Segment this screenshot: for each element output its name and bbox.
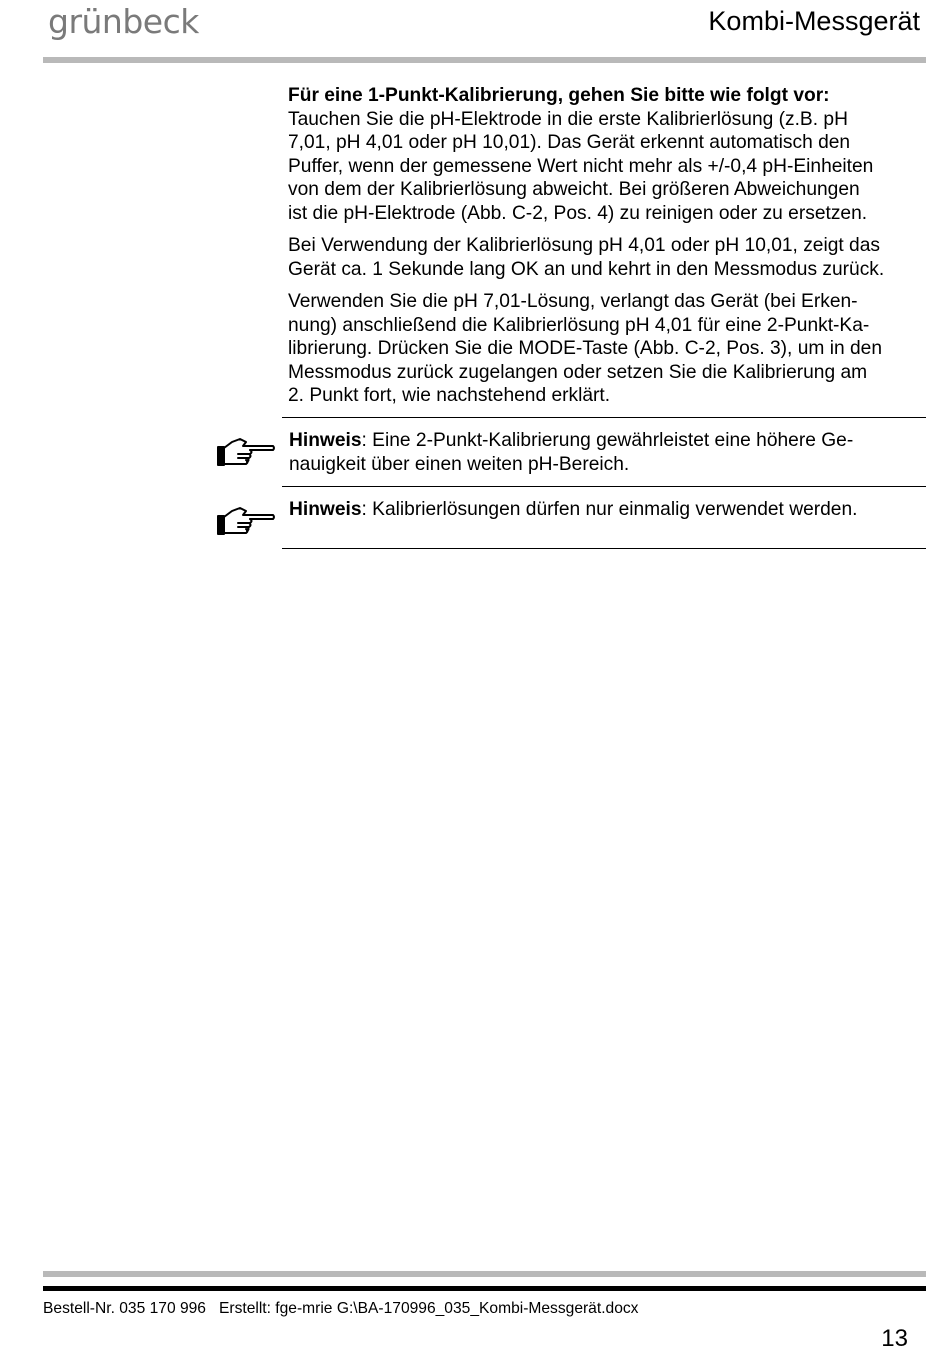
text-line: Messmodus zurück zugelangen oder setzen Sie die Kalibrierung am: [288, 361, 868, 383]
paragraph-2: [288, 234, 928, 281]
text-line: librierung. Drücken Sie die MODE-Taste (Abb. C-2, Pos. 3), um in den: [288, 338, 882, 359]
header-divider: [43, 57, 926, 63]
footer-divider-black: [43, 1286, 926, 1291]
paragraph-1: [288, 84, 928, 225]
note-text: nauigkeit über einen weiten pH-Bereich.: [289, 453, 630, 475]
text-line: 2. Punkt fort, wie nachstehend erklärt.: [288, 385, 611, 406]
section-heading: Für eine 1-Punkt-Kalibrierung, gehen Sie bitte wie folgt vor:: [288, 85, 830, 106]
pointing-hand-icon: [216, 435, 276, 469]
paragraph-3: [288, 290, 928, 408]
brand-logo: grünbeck: [48, 2, 199, 41]
text-line: Bei Verwendung der Kalibrierlösung pH 4,01 oder pH 10,01, zeigt das: [288, 235, 880, 256]
text-line: von dem der Kalibrierlösung abweicht. Bei größeren Abweichungen: [288, 179, 860, 200]
text-line: Puffer, wenn der gemessene Wert nicht mehr als +/-0,4 pH-Einheiten: [288, 155, 874, 177]
pointing-hand-icon: [216, 504, 276, 538]
main-content: [288, 84, 928, 417]
text-line: nung) anschließend die Kalibrierlösung pH 4,01 für eine 2-Punkt-Ka-: [288, 314, 870, 336]
text-line: Verwenden Sie die pH 7,01-Lösung, verlangt das Gerät (bei Erken-: [288, 291, 858, 312]
text-line: Tauchen Sie die pH-Elektrode in die erste Kalibrierlösung (z.B. pH: [288, 108, 848, 130]
document-title: Kombi-Messgerät: [708, 6, 920, 36]
note-divider-top: [282, 417, 926, 418]
note-2: [289, 498, 919, 522]
text-line: Gerät ca. 1 Sekunde lang OK an und kehrt in den Messmodus zurück.: [288, 258, 885, 280]
footer-divider-gray: [43, 1271, 926, 1277]
page-number: 13: [881, 1325, 908, 1352]
text-line: 7,01, pH 4,01 oder pH 10,01). Das Gerät erkennt automatisch den: [288, 132, 851, 153]
note-label: Hinweis: [289, 499, 362, 520]
note-divider-bottom: [282, 548, 926, 549]
footer-order-info: Bestell-Nr. 035 170 996 Erstellt: fge-mrie G:\BA-170996_035_Kombi-Messgerät.docx: [43, 1300, 639, 1317]
note-label: Hinweis: [289, 430, 362, 451]
note-text: : Kalibrierlösungen dürfen nur einmalig verwendet werden.: [361, 499, 858, 520]
note-text: : Eine 2-Punkt-Kalibrierung gewährleistet eine höhere Ge-: [361, 430, 854, 451]
note-1: [289, 429, 919, 476]
text-line: ist die pH-Elektrode (Abb. C-2, Pos. 4) zu reinigen oder zu ersetzen.: [288, 202, 868, 224]
note-divider-middle: [282, 486, 926, 487]
